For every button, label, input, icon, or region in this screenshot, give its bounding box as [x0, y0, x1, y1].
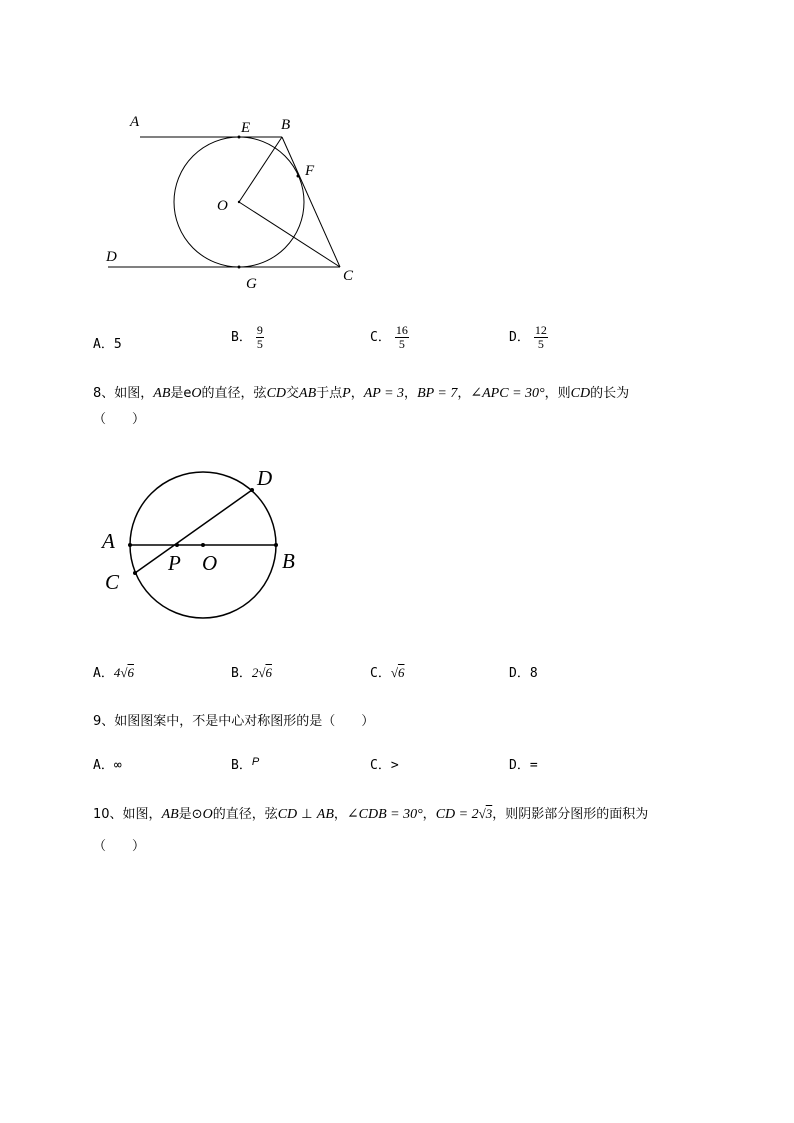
infinity-symbol: ∞ [113, 758, 122, 773]
option-prefix: C． [370, 666, 391, 681]
point-d2 [250, 488, 254, 492]
label-b2: B [282, 549, 295, 573]
option-prefix: C． [370, 330, 391, 345]
question-9: 9、如图图案中，不是中心对称图形的是（ ） [93, 714, 375, 729]
label-d: D [106, 249, 117, 265]
fraction [256, 324, 264, 351]
figure-tangent-circle [90, 105, 380, 305]
line-oc [239, 202, 340, 267]
equals-symbol: = [529, 758, 538, 773]
line-bc [282, 137, 340, 267]
option-prefix: D． [509, 758, 530, 773]
label-o2: O [202, 551, 218, 575]
option-prefix: D． [509, 330, 530, 345]
label-o: O [217, 198, 228, 214]
point-c2 [133, 571, 137, 575]
option-prefix: A． [93, 758, 114, 773]
question-10: 10、如图，AB是⊙O的直径，弦CD ⊥ AB，∠CDB = 30°，CD = 2√3，则阴影部分图形的面积为 [93, 806, 649, 822]
greater-than-symbol: > [390, 758, 399, 773]
denominator: 5 [537, 337, 544, 351]
q7-option-b[interactable] [231, 324, 264, 351]
fraction [534, 324, 548, 351]
q8-option-a[interactable] [93, 662, 134, 681]
label-g: G [246, 276, 257, 292]
circle-symbol: e [183, 386, 192, 401]
point-b2 [274, 543, 278, 547]
denominator: 5 [256, 337, 263, 351]
q7-option-c[interactable] [370, 324, 409, 351]
option-prefix: A． [93, 337, 114, 352]
fraction [395, 324, 409, 351]
sqrt-value: 2√6 [251, 665, 272, 680]
label-f: F [305, 163, 315, 179]
label-d2: D [257, 466, 273, 490]
q8-option-b[interactable] [231, 662, 272, 681]
label-a2: A [102, 529, 115, 553]
numerator: 16 [395, 323, 408, 337]
label-e: E [241, 120, 251, 136]
point-o2 [201, 543, 205, 547]
numerator: 12 [534, 323, 547, 337]
q7-option-d[interactable] [509, 324, 548, 351]
label-c2: C [105, 570, 120, 594]
option-prefix: C． [370, 758, 391, 773]
line-ob [239, 137, 282, 202]
label-b: B [281, 117, 291, 133]
sqrt-value: √6 [390, 665, 405, 680]
option-value: 5 [113, 337, 122, 352]
question-8: 8、如图，AB是eO的直径，弦CD交AB于点P，AP = 3，BP = 7，∠APC = 30°，则CD的长为 [93, 386, 630, 401]
sqrt-value: 4√6 [113, 665, 134, 680]
q8-option-d[interactable] [509, 662, 538, 681]
q9-option-b[interactable] [231, 754, 259, 773]
figure-chord-circle [95, 460, 310, 625]
q9-option-a[interactable] [93, 754, 122, 773]
option-prefix: B． [231, 758, 252, 773]
q9-option-c[interactable] [370, 754, 399, 773]
point-a2 [128, 543, 132, 547]
numerator: 9 [256, 323, 263, 337]
label-c: C [343, 268, 354, 284]
option-prefix: B． [231, 330, 252, 345]
q8-option-c[interactable] [370, 662, 404, 681]
question-10-answer-paren: （ ） [93, 839, 146, 854]
option-value: 8 [529, 666, 538, 681]
option-prefix: D． [509, 666, 530, 681]
denominator: 5 [398, 337, 405, 351]
option-prefix: A． [93, 666, 114, 681]
question-8-answer-paren: （ ） [93, 412, 146, 427]
label-a: A [130, 114, 140, 130]
p-symbol: P [251, 756, 260, 768]
point-g [238, 266, 241, 269]
point-p2 [175, 543, 179, 547]
q7-option-a[interactable] [93, 333, 122, 352]
label-p2: P [168, 551, 181, 575]
point-o [238, 201, 240, 203]
point-f [297, 175, 300, 178]
option-prefix: B． [231, 666, 252, 681]
chord-cd [135, 490, 252, 573]
q9-option-d[interactable] [509, 754, 538, 773]
